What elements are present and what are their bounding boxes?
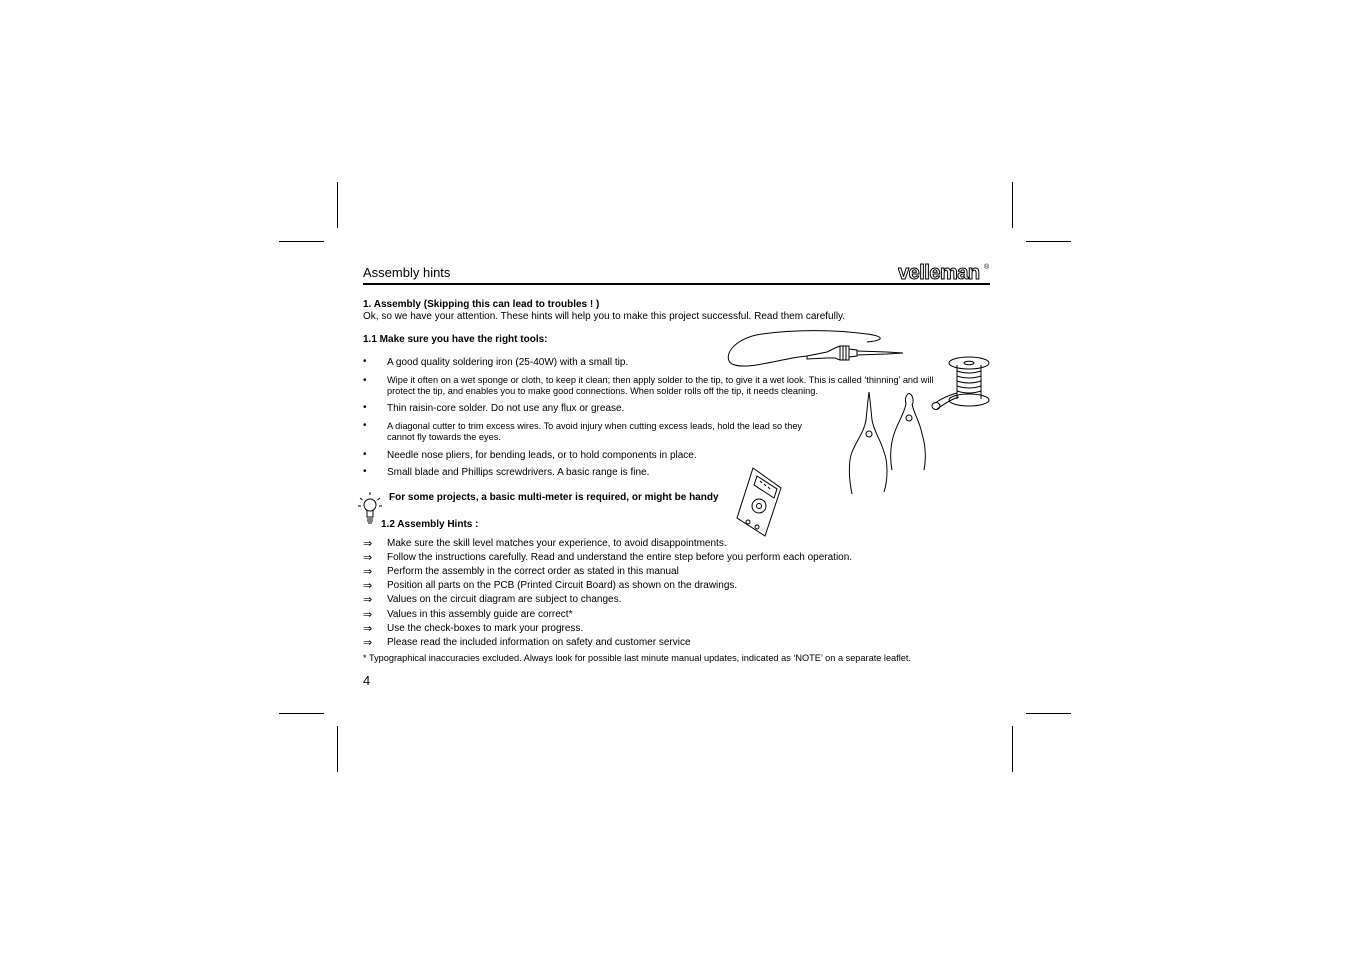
list-item-text: A good quality soldering iron (25-40W) with a small tip. <box>387 357 629 368</box>
page-number: 4 <box>363 673 371 688</box>
arrow-icon: ⇒ <box>363 623 373 635</box>
crop-mark <box>1012 726 1013 772</box>
list-item-text: Follow the instructions carefully. Read and understand the entire step before you perform each operation. <box>387 552 853 563</box>
list-item-text: Values in this assembly guide are correct* <box>387 609 573 620</box>
tools-heading: 1.1 Make sure you have the right tools: <box>363 334 548 345</box>
pliers-illustration <box>846 390 936 498</box>
list-item-text: Values on the circuit diagram are subject to changes. <box>387 594 622 605</box>
manual-page <box>363 0 990 954</box>
crop-mark <box>1026 713 1071 714</box>
section-intro: Ok, so we have your attention. These hints will help you to make this project successful. Read them carefully. <box>363 311 846 322</box>
arrow-icon: ⇒ <box>363 637 373 649</box>
header-rule <box>363 283 990 285</box>
crop-mark <box>279 241 324 242</box>
arrow-icon: ⇒ <box>363 609 373 621</box>
list-item-text: Perform the assembly in the correct order as stated in this manual <box>387 566 679 577</box>
list-item-text: Use the check-boxes to mark your progress. <box>387 623 584 634</box>
crop-mark <box>337 182 338 228</box>
soldering-iron-illustration <box>727 326 905 376</box>
list-item-text: cannot fly towards the eyes. <box>387 432 501 442</box>
list-item-text: Please read the included information on safety and customer service <box>387 637 691 648</box>
list-item-text: Needle nose pliers, for bending leads, or to hold components in place. <box>387 450 697 461</box>
list-item-text: Wipe it often on a wet sponge or cloth, to keep it clean; then apply solder to the tip, to give it a wet look. This is called ‘thinning’ and will <box>387 375 934 385</box>
section-heading: 1. Assembly (Skipping this can lead to troubles ! ) <box>363 299 600 310</box>
bullet-marker: • <box>363 420 367 431</box>
page-header-title: Assembly hints <box>363 265 451 280</box>
multimeter-illustration <box>735 466 785 538</box>
crop-mark <box>279 713 324 714</box>
arrow-icon: ⇒ <box>363 566 373 578</box>
solder-spool-illustration <box>929 355 991 417</box>
bullet-marker: • <box>363 356 367 367</box>
list-item-text: protect the tip, and enables you to make good connections. When solder rolls off the tip, it needs cleaning. <box>387 386 818 396</box>
list-item-text: Make sure the skill level matches your experience, to avoid disappointments. <box>387 538 727 549</box>
list-item-text: A diagonal cutter to trim excess wires. To avoid injury when cutting excess leads, hold the lead so they <box>387 421 803 431</box>
hints-heading: 1.2 Assembly Hints : <box>381 519 479 530</box>
registered-mark: ® <box>984 264 990 271</box>
lightbulb-icon <box>357 490 383 528</box>
arrow-icon: ⇒ <box>363 580 373 592</box>
list-item-text: Thin raisin-core solder. Do not use any flux or grease. <box>387 403 625 414</box>
crop-mark <box>1026 241 1071 242</box>
crop-mark <box>337 726 338 772</box>
tip-text: For some projects, a basic multi-meter is required, or might be handy <box>389 492 719 503</box>
list-item-text: Position all parts on the PCB (Printed Circuit Board) as shown on the drawings. <box>387 580 738 591</box>
brand-name: velleman <box>898 262 980 282</box>
arrow-icon: ⇒ <box>363 538 373 550</box>
bullet-marker: • <box>363 466 367 477</box>
crop-mark <box>1012 182 1013 228</box>
arrow-icon: ⇒ <box>363 594 373 606</box>
velleman-logo <box>898 262 990 282</box>
bullet-marker: • <box>363 449 367 460</box>
bullet-marker: • <box>363 402 367 413</box>
arrow-icon: ⇒ <box>363 552 373 564</box>
list-item-text: Small blade and Phillips screwdrivers. A basic range is fine. <box>387 467 650 478</box>
bullet-marker: • <box>363 375 367 386</box>
footnote: * Typographical inaccuracies excluded. Always look for possible last minute manual updates, indicated as ‘NOTE’ on a separate leaflet. <box>363 653 911 663</box>
